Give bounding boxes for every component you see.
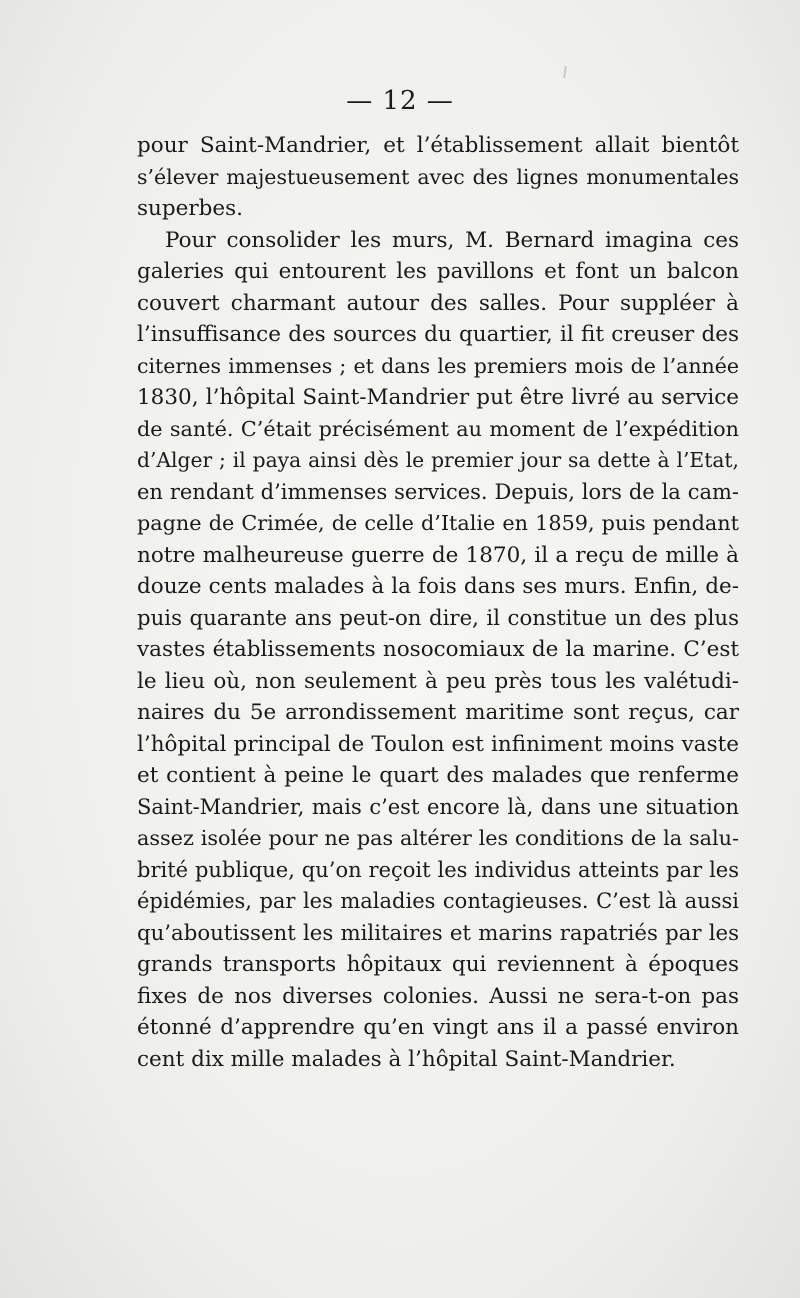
page-number: — 12 — bbox=[346, 86, 454, 116]
text-line: pagne de Crimée, de celle d’Italie en 1859, puis pendant bbox=[137, 511, 739, 535]
text-line: douze cents malades à la fois dans ses murs. Enfin, de- bbox=[137, 574, 739, 599]
text-line: s’élever majestueusement avec des lignes monumentales bbox=[137, 164, 739, 189]
text-line: superbes. bbox=[137, 196, 243, 221]
text-line: grands transports hôpitaux qui reviennent à époques bbox=[137, 952, 739, 977]
text-line: en rendant d’immenses services. Depuis, lors de la cam- bbox=[137, 479, 739, 504]
text-line: et contient à peine le quart des malades que renferme bbox=[137, 763, 739, 788]
text-line: l’insuffisance des sources du quartier, il fit creuser des bbox=[137, 322, 739, 347]
ink-speck bbox=[563, 66, 567, 78]
text-line: naires du 5e arrondissement maritime sont reçus, car bbox=[137, 700, 739, 725]
text-line: d’Alger ; il paya ainsi dès le premier jour sa dette à l’Etat, bbox=[137, 448, 739, 472]
text-line: assez isolée pour ne pas altérer les conditions de la salu- bbox=[137, 826, 739, 850]
text-line: vastes établissements nosocomiaux de la marine. C’est bbox=[137, 637, 739, 662]
text-line: le lieu où, non seulement à peu près tous les valétudi- bbox=[137, 668, 739, 694]
text-line: pour Saint-Mandrier, et l’établissement allait bientôt bbox=[137, 133, 739, 158]
text-line: de santé. C’était précisément au moment de l’expédition bbox=[137, 416, 739, 441]
text-line: épidémies, par les maladies contagieuses. C’est là aussi bbox=[137, 889, 739, 913]
text-line: étonné d’apprendre qu’en vingt ans il a passé environ bbox=[137, 1015, 739, 1040]
text-line: l’hôpital principal de Toulon est infiniment moins vaste bbox=[137, 731, 739, 757]
text-line: 1830, l’hôpital Saint-Mandrier put être livré au service bbox=[137, 385, 739, 410]
text-line: cent dix mille malades à l’hôpital Saint-Mandrier. bbox=[137, 1046, 676, 1072]
text-line: galeries qui entourent les pavillons et font un balcon bbox=[137, 259, 739, 284]
text-line: qu’aboutissent les militaires et marins rapatriés par les bbox=[137, 920, 739, 946]
text-line: citernes immenses ; et dans les premiers mois de l’année bbox=[137, 353, 739, 378]
body-text bbox=[137, 130, 739, 1075]
paragraph-first-line: Pour consolider les murs, M. Bernard imagina ces bbox=[165, 227, 739, 253]
text-line: puis quarante ans peut-on dire, il constitue un des plus bbox=[137, 605, 739, 631]
text-line: brité publique, qu’on reçoit les individus atteints par les bbox=[137, 857, 739, 882]
text-line: notre malheureuse guerre de 1870, il a reçu de mille à bbox=[137, 542, 739, 568]
text-line: Saint-Mandrier, mais c’est encore là, dans une situation bbox=[137, 794, 739, 819]
text-line: fixes de nos diverses colonies. Aussi ne sera-t-on pas bbox=[137, 983, 739, 1009]
text-line: couvert charmant autour des salles. Pour suppléer à bbox=[137, 290, 739, 316]
